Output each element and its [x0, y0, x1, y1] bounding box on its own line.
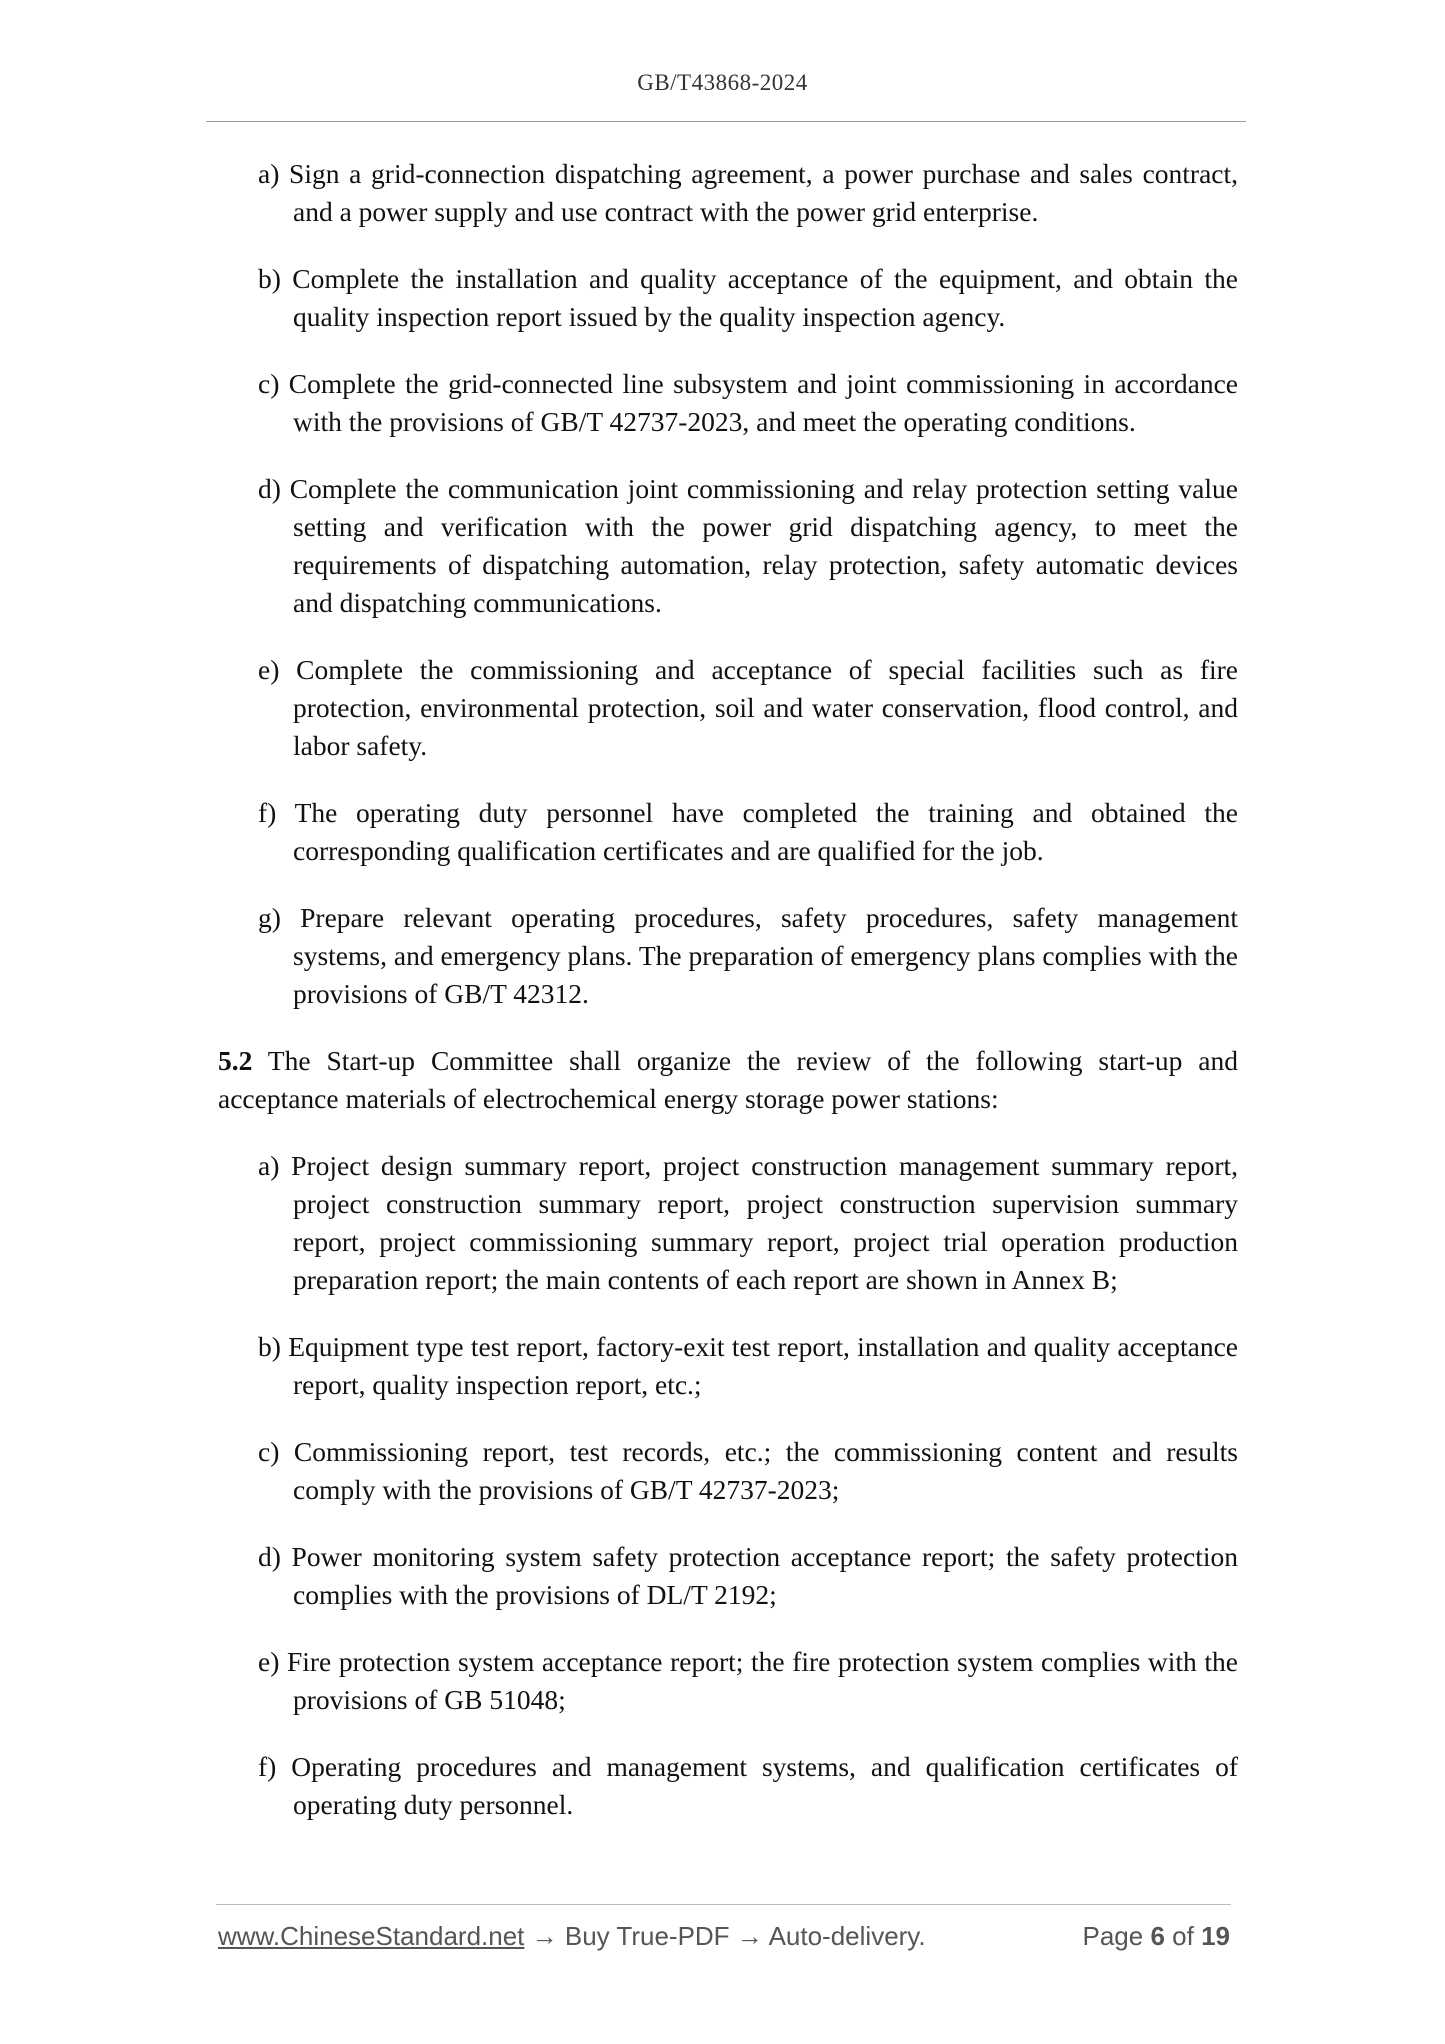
list-item: e) Fire protection system acceptance report; the fire protection system complies with the provisions of GB 51048;: [258, 1646, 1238, 1715]
list-item: b) Complete the installation and quality acceptance of the equipment, and obtain the quality inspection report issued by the quality inspection agency.: [258, 263, 1238, 332]
page-label: Page: [1082, 1921, 1144, 1951]
list-item: b) Equipment type test report, factory-exit test report, installation and quality acceptance report, quality inspection report, etc.;: [258, 1331, 1238, 1400]
clause-number: 5.2: [218, 1045, 253, 1076]
list-item: c) Complete the grid-connected line subsystem and joint commissioning in accordance with the provisions of GB/T 42737-2023, and meet the operating conditions.: [258, 368, 1238, 437]
prerequisite-list: [218, 155, 1238, 1013]
page-indicator: [1082, 1921, 1230, 1952]
footer-promo: [218, 1921, 926, 1952]
document-body: [218, 155, 1238, 1853]
header-divider: [206, 121, 1246, 122]
list-item: f) Operating procedures and management systems, and qualification certificates of operating duty personnel.: [258, 1751, 1238, 1820]
list-item: d) Power monitoring system safety protection acceptance report; the safety protection complies with the provisions of DL/T 2192;: [258, 1541, 1238, 1610]
total-pages-number: 19: [1201, 1921, 1230, 1951]
materials-list: [218, 1147, 1238, 1824]
footer-promo-text: → Buy True-PDF → Auto-delivery.: [524, 1921, 926, 1951]
document-header: GB/T43868-2024: [637, 70, 808, 95]
of-label: of: [1172, 1921, 1194, 1951]
list-item: d) Complete the communication joint commissioning and relay protection setting value setting and verification with the power grid dispatching agency, to meet the requirements of dispatching automation, relay protection, safety automatic devices and dispatching communications.: [258, 473, 1238, 618]
list-item: f) The operating duty personnel have completed the training and obtained the corresponding qualification certificates and are qualified for the job.: [258, 797, 1238, 866]
clause-5-2: [218, 1042, 1238, 1118]
list-item: a) Sign a grid-connection dispatching agreement, a power purchase and sales contract, and a power supply and use contract with the power grid enterprise.: [258, 158, 1238, 227]
website-link[interactable]: www.ChineseStandard.net: [218, 1921, 525, 1951]
footer-divider: [216, 1904, 1231, 1905]
list-item: a) Project design summary report, project construction management summary report, project construction summary report, project construction supervision summary report, project commissioning summary report, project trial operation production preparation report; the main contents of each report are shown in Annex B;: [258, 1150, 1238, 1295]
list-item: c) Commissioning report, test records, etc.; the commissioning content and results comply with the provisions of GB/T 42737-2023;: [258, 1436, 1238, 1505]
current-page-number: 6: [1150, 1921, 1165, 1951]
list-item: g) Prepare relevant operating procedures, safety procedures, safety management systems, and emergency plans. The preparation of emergency plans complies with the provisions of GB/T 42312.: [258, 902, 1238, 1009]
list-item: e) Complete the commissioning and acceptance of special facilities such as fire protection, environmental protection, soil and water conservation, flood control, and labor safety.: [258, 654, 1238, 761]
clause-text: The Start-up Committee shall organize the review of the following start-up and acceptance materials of electrochemical energy storage power stations:: [218, 1045, 1238, 1114]
